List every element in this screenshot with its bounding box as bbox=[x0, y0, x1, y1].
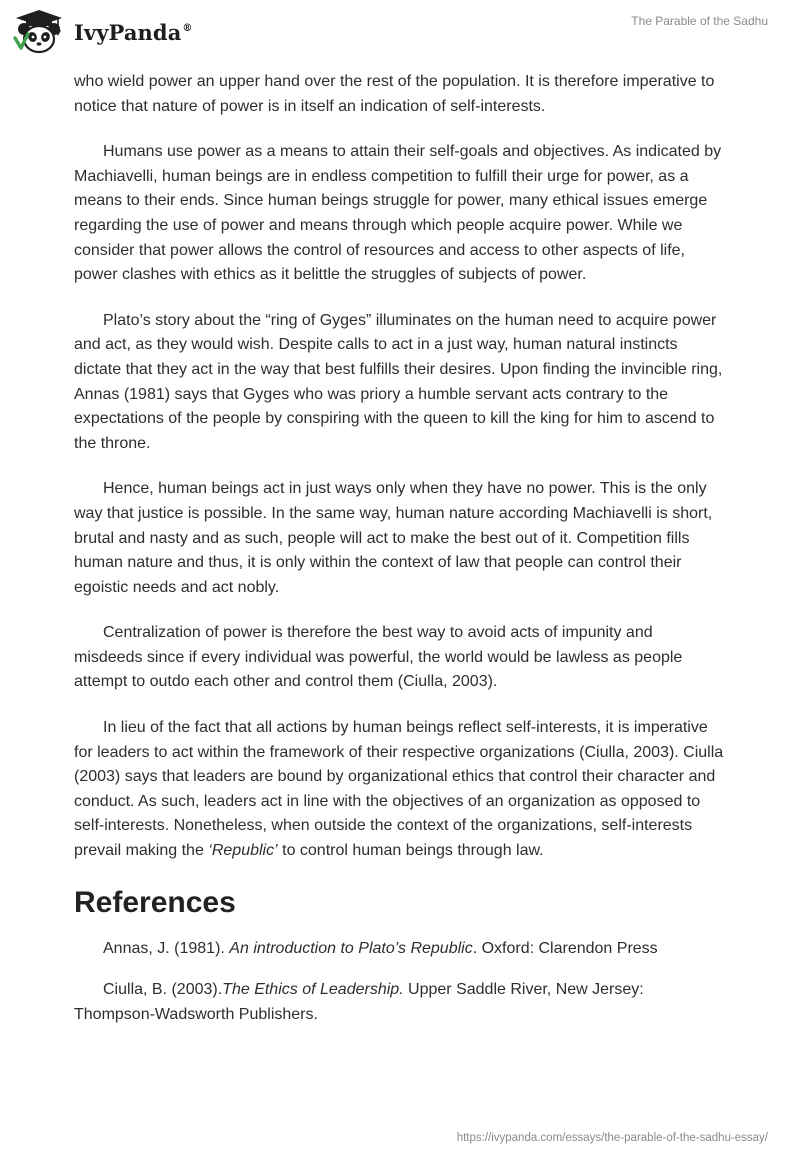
running-title: The Parable of the Sadhu bbox=[631, 14, 768, 28]
reference-item: Ciulla, B. (2003).The Ethics of Leadership. Upper Saddle River, New Jersey: Thompson-Wadsworth Publishers. bbox=[74, 981, 644, 1023]
reference-item: Annas, J. (1981). An introduction to Plato’s Republic. Oxford: Clarendon Press bbox=[103, 939, 658, 957]
paragraph: Centralization of power is therefore the best way to avoid acts of impunity and misdeeds since if every individual was powerful, the world would be lawless as people attempt to outdo each other and control them (Ciulla, 2003). bbox=[74, 624, 683, 691]
paragraph-continuation: who wield power an upper hand over the rest of the population. It is therefore imperative to notice that nature of power is in itself an indication of self-interests. bbox=[74, 73, 715, 115]
source-url[interactable]: https://ivypanda.com/essays/the-parable-of-the-sadhu-essay/ bbox=[456, 1132, 768, 1144]
panda-graduate-icon bbox=[12, 8, 66, 56]
page-header bbox=[0, 0, 800, 64]
ivypanda-logo[interactable] bbox=[12, 8, 193, 56]
paragraph: Humans use power as a means to attain their self-goals and objectives. As indicated by Machiavelli, human beings are in endless competition to fulfill their urge for power, as a means to their ends. Since human beings struggle for power, many ethical issues emerge regarding the use of power and means through which people acquire power. While we consider that power allows the control of resources and access to other aspects of life, power clashes with ethics as it belittle the struggles of subjects of power. bbox=[74, 143, 722, 284]
essay-content bbox=[74, 70, 724, 1044]
paragraph: In lieu of the fact that all actions by human beings reflect self-interests, it is imperative for leaders to act within the framework of their respective organizations (Ciulla, 2003). Ciulla (2003) says that leaders are bound by organizational ethics that control their character and conduct. As such, leaders act in line with the objectives of an organization as opposed to self-interests. Nonetheless, when outside the context of the organizations, self-interests prevail making the ‘Republic’ to control human beings through law. bbox=[74, 719, 724, 860]
paragraph: Plato’s story about the “ring of Gyges” illuminates on the human need to acquire power and act, as they would wish. Despite calls to act in a just way, human natural instincts dictate that they act in the way that best fulfills their desires. Upon finding the invincible ring, Annas (1981) says that Gyges who was priory a humble servant acts contrary to the expectations of the people by conspiring with the queen to kill the king for him to ascend to the throne. bbox=[74, 311, 723, 452]
paragraph: Hence, human beings act in just ways only when they have no power. This is the only way that justice is possible. In the same way, human nature according Machiavelli is short, brutal and nasty and as such, people will act to make the best out of it. Competition fills human nature and thus, it is only within the context of law that people can control their egoistic needs and act nobly. bbox=[74, 480, 713, 596]
references-heading: References bbox=[74, 885, 236, 919]
brand-name: IvyPanda® bbox=[74, 19, 193, 45]
